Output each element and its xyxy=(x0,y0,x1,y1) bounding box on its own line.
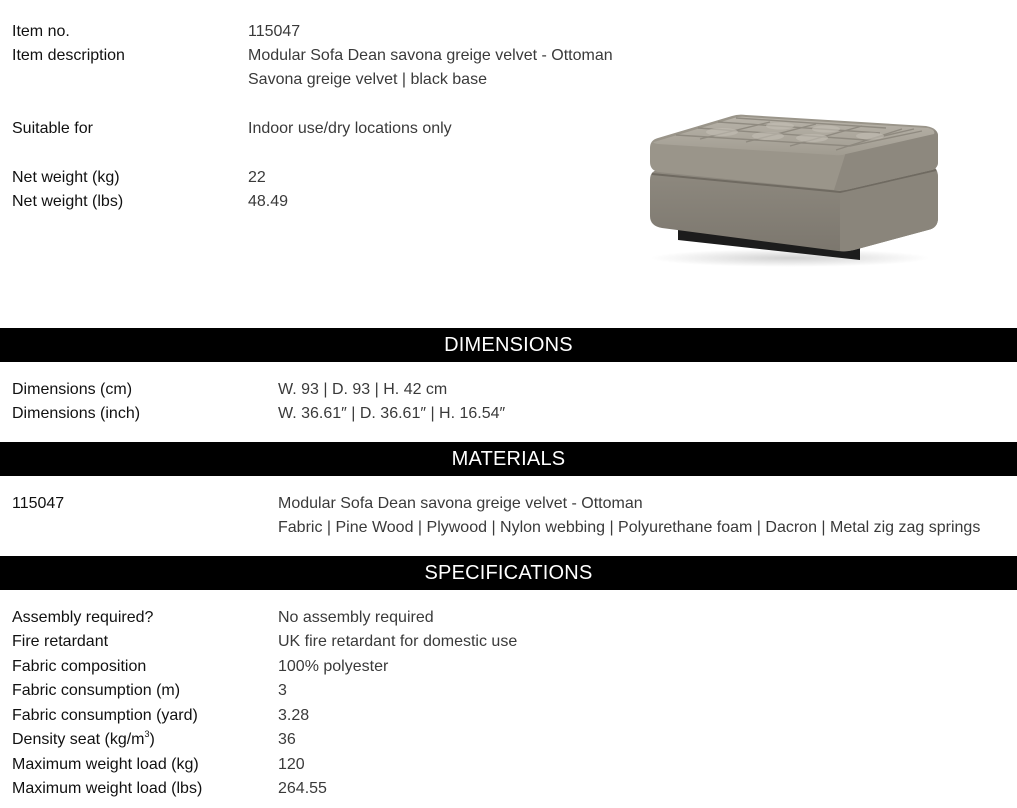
item-description-line-1: Modular Sofa Dean savona greige velvet - Ottoman xyxy=(248,47,613,64)
materials-item-code: 115047 xyxy=(12,495,65,512)
item-no-label: Item no. xyxy=(12,23,70,40)
spec-value: 36 xyxy=(278,731,296,748)
dimensions-cm-value: W. 93 | D. 93 | H. 42 cm xyxy=(278,381,448,398)
spec-label: Fabric composition xyxy=(12,658,147,675)
materials-line-1: Modular Sofa Dean savona greige velvet - Ottoman xyxy=(278,495,643,512)
item-description-label: Item description xyxy=(12,47,125,64)
spec-label-end: ) xyxy=(149,731,155,748)
suitable-for-value: Indoor use/dry locations only xyxy=(248,120,452,137)
net-weight-lbs-label: Net weight (lbs) xyxy=(12,193,124,210)
spec-value: 3 xyxy=(278,682,287,699)
dimensions-inch-label: Dimensions (inch) xyxy=(12,405,141,422)
net-weight-lbs-value: 48.49 xyxy=(248,193,289,210)
dimensions-inch-value: W. 36.61″ | D. 36.61″ | H. 16.54″ xyxy=(278,405,506,422)
spec-label: Fire retardant xyxy=(12,633,109,650)
spec-label-density xyxy=(12,730,155,750)
spec-label-text: Density seat (kg/m xyxy=(12,731,145,748)
spec-value: 120 xyxy=(278,756,305,773)
item-description-line-2: Savona greige velvet | black base xyxy=(248,71,487,88)
spec-label: Fabric consumption (m) xyxy=(12,682,181,699)
spec-label: Maximum weight load (lbs) xyxy=(12,780,203,797)
net-weight-kg-value: 22 xyxy=(248,169,266,186)
item-no-value: 115047 xyxy=(248,23,301,40)
spec-label: Maximum weight load (kg) xyxy=(12,756,199,773)
dimensions-cm-label: Dimensions (cm) xyxy=(12,381,133,398)
spec-label: Assembly required? xyxy=(12,609,154,626)
spec-value: UK fire retardant for domestic use xyxy=(278,633,518,650)
spec-label: Fabric consumption (yard) xyxy=(12,707,198,724)
ottoman-icon xyxy=(640,100,945,270)
suitable-for-label: Suitable for xyxy=(12,120,93,137)
spec-value: No assembly required xyxy=(278,609,434,626)
materials-heading: MATERIALS xyxy=(0,442,1017,476)
spec-value: 100% polyester xyxy=(278,658,389,675)
net-weight-kg-label: Net weight (kg) xyxy=(12,169,120,186)
spec-label-superscript: 3 xyxy=(144,729,150,739)
materials-line-2: Fabric | Pine Wood | Plywood | Nylon webbing | Polyurethane foam | Dacron | Metal zig zag springs xyxy=(278,519,981,536)
dimensions-heading: DIMENSIONS xyxy=(0,328,1017,362)
specifications-heading: SPECIFICATIONS xyxy=(0,556,1017,590)
spec-value: 3.28 xyxy=(278,707,310,724)
spec-value: 264.55 xyxy=(278,780,327,797)
